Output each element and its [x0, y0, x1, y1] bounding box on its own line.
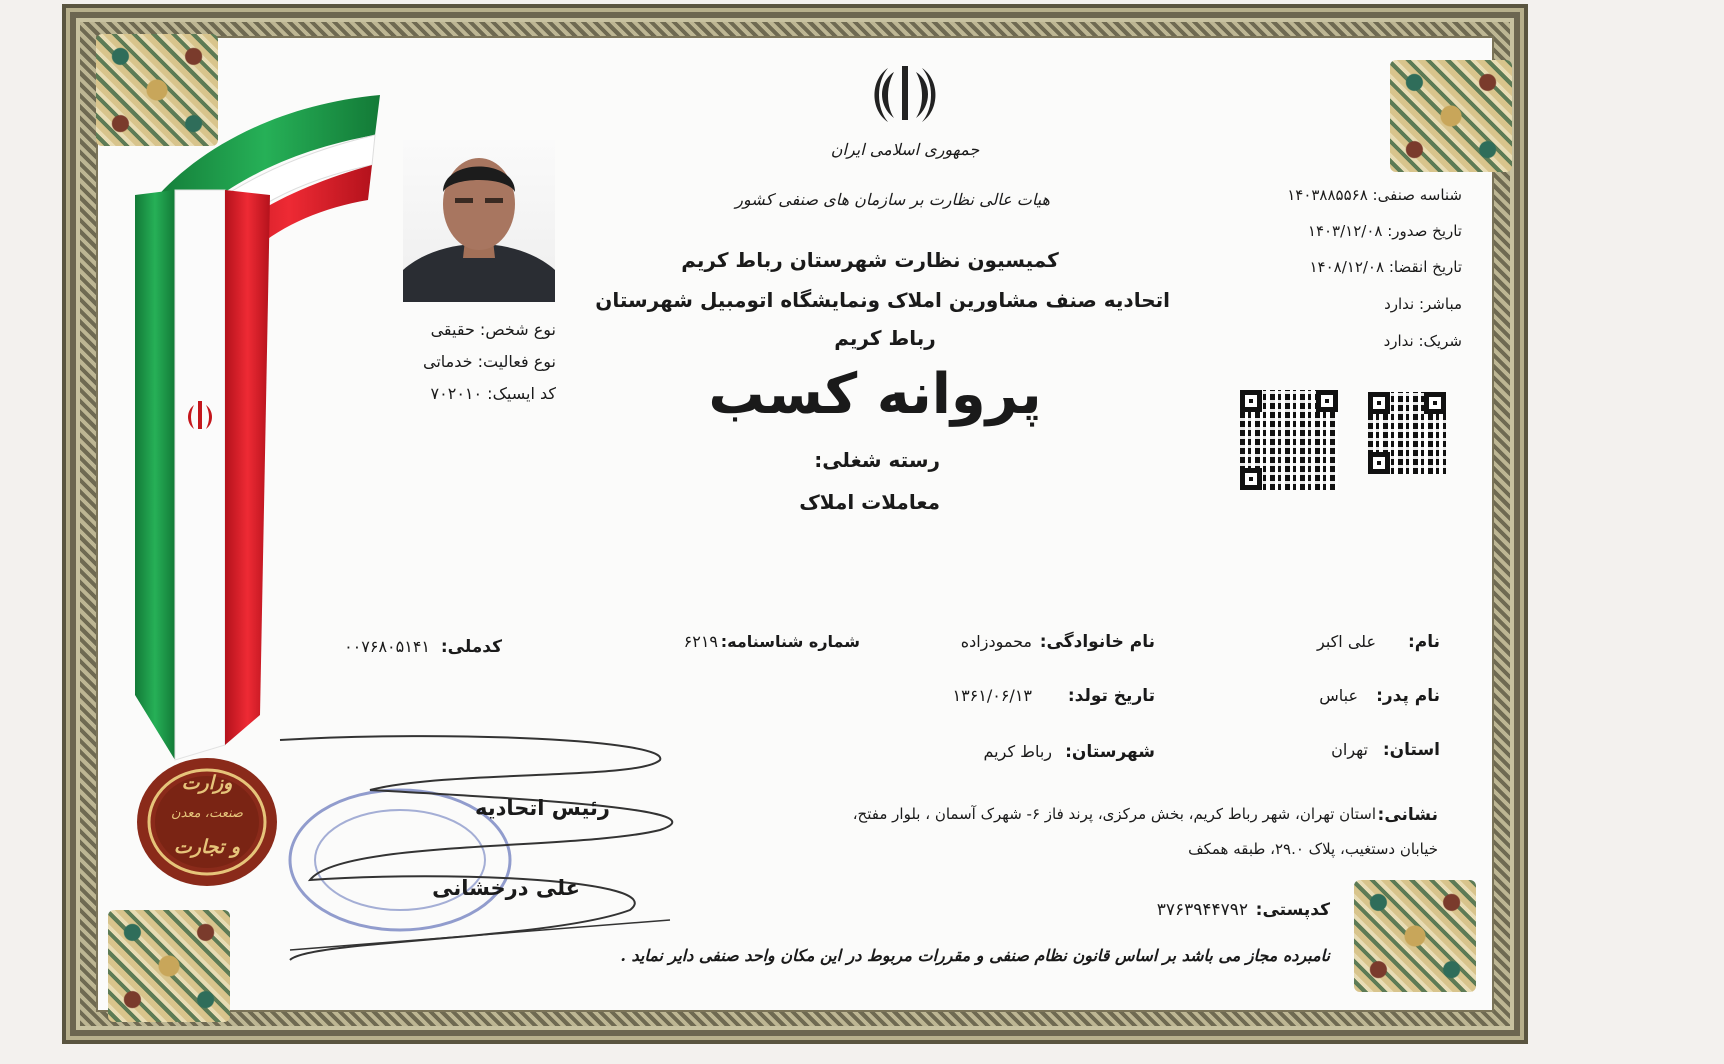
postal-value: ۳۷۶۳۹۴۴۷۹۲ — [1156, 900, 1248, 920]
family-label: نام خانوادگی: — [1039, 632, 1155, 652]
signature-icon — [250, 720, 720, 980]
footer-notice: نامبرده مجاز می باشد بر اساس قانون نظام صنفی و مقررات مربوط در این مکان واحد صنفی دایر نماید . — [620, 946, 1330, 965]
signature-name: علی درخشانی — [432, 876, 580, 900]
manager: مباشر: ندارد — [1384, 295, 1462, 313]
qr-code-icon[interactable] — [1368, 392, 1446, 474]
address-line2: خیابان دستغیب، پلاک ۲۹.۰، طبقه همکف — [1188, 840, 1438, 858]
postal-label: کدپستی: — [1255, 900, 1330, 920]
father-label: نام پدر: — [1376, 686, 1440, 706]
signature-role: رئیس اتحادیه — [474, 796, 610, 820]
national-code-label: کدملی: — [440, 637, 502, 657]
holder-photo — [403, 140, 555, 302]
national-code-value: ۰۰۷۶۸۰۵۱۴۱ — [344, 637, 430, 656]
issue-date: تاریخ صدور: ۱۴۰۳/۱۲/۰۸ — [1307, 222, 1462, 240]
id-no-label: شماره شناسنامه: — [720, 632, 860, 651]
header-republic: جمهوری اسلامی ایران — [830, 140, 980, 159]
partner: شریک: ندارد — [1383, 332, 1462, 350]
union-title-line2: رباط کریم — [834, 326, 936, 350]
person-type: نوع شخص: حقیقی — [430, 320, 556, 339]
city-value: رباط کریم — [983, 742, 1052, 761]
id-no-value: ۶۲۱۹ — [683, 632, 718, 651]
union-title-line1: اتحادیه صنف مشاورین املاک ونمایشگاه اتومبیل شهرستان — [595, 288, 1170, 312]
province-value: تهران — [1331, 740, 1368, 759]
birth-value: ۱۳۶۱/۰۶/۱۳ — [952, 686, 1032, 705]
address-line1: استان تهران، شهر رباط کریم، بخش مرکزی، پرند فاز ۶- شهرک آسمان ، بلوار مفتح، — [852, 805, 1376, 823]
seal-text-1: وزارت — [181, 772, 233, 794]
qr-code-icon[interactable] — [1240, 390, 1338, 490]
address-label: نشانی: — [1377, 805, 1438, 825]
header-council: هیات عالی نظارت بر سازمان های صنفی کشور — [735, 190, 1050, 209]
first-name-value: علی اکبر — [1317, 632, 1376, 651]
iran-emblem-icon — [870, 62, 940, 124]
category-value: معاملات املاک — [799, 490, 940, 514]
page-title: پروانه کسب — [708, 362, 1042, 427]
activity-type: نوع فعالیت: خدماتی — [422, 352, 556, 371]
corner-ornament — [108, 910, 230, 1022]
province-label: استان: — [1382, 740, 1440, 760]
expiry-date: تاریخ انقضا: ۱۴۰۸/۱۲/۰۸ — [1309, 258, 1462, 276]
category-label: رسته شغلی: — [814, 448, 940, 472]
city-label: شهرستان: — [1065, 742, 1155, 762]
iran-flag-ribbon-icon — [130, 95, 390, 765]
seal-text-3: و تجارت — [173, 836, 241, 858]
birth-label: تاریخ تولد: — [1067, 686, 1155, 706]
first-name-label: نام: — [1407, 632, 1440, 652]
corner-ornament — [1390, 60, 1512, 172]
isic-code: کد ایسیک: ۷۰۲۰۱۰ — [430, 384, 556, 403]
father-value: عباس — [1319, 686, 1358, 705]
corner-ornament — [1354, 880, 1476, 992]
seal-text-2: صنعت، معدن — [171, 806, 243, 821]
commission-title: کمیسیون نظارت شهرستان رباط کریم — [681, 248, 1059, 272]
family-value: محمودزاده — [960, 632, 1032, 651]
guild-id: شناسه صنفی: ۱۴۰۳۸۸۵۵۶۸ — [1287, 186, 1462, 204]
